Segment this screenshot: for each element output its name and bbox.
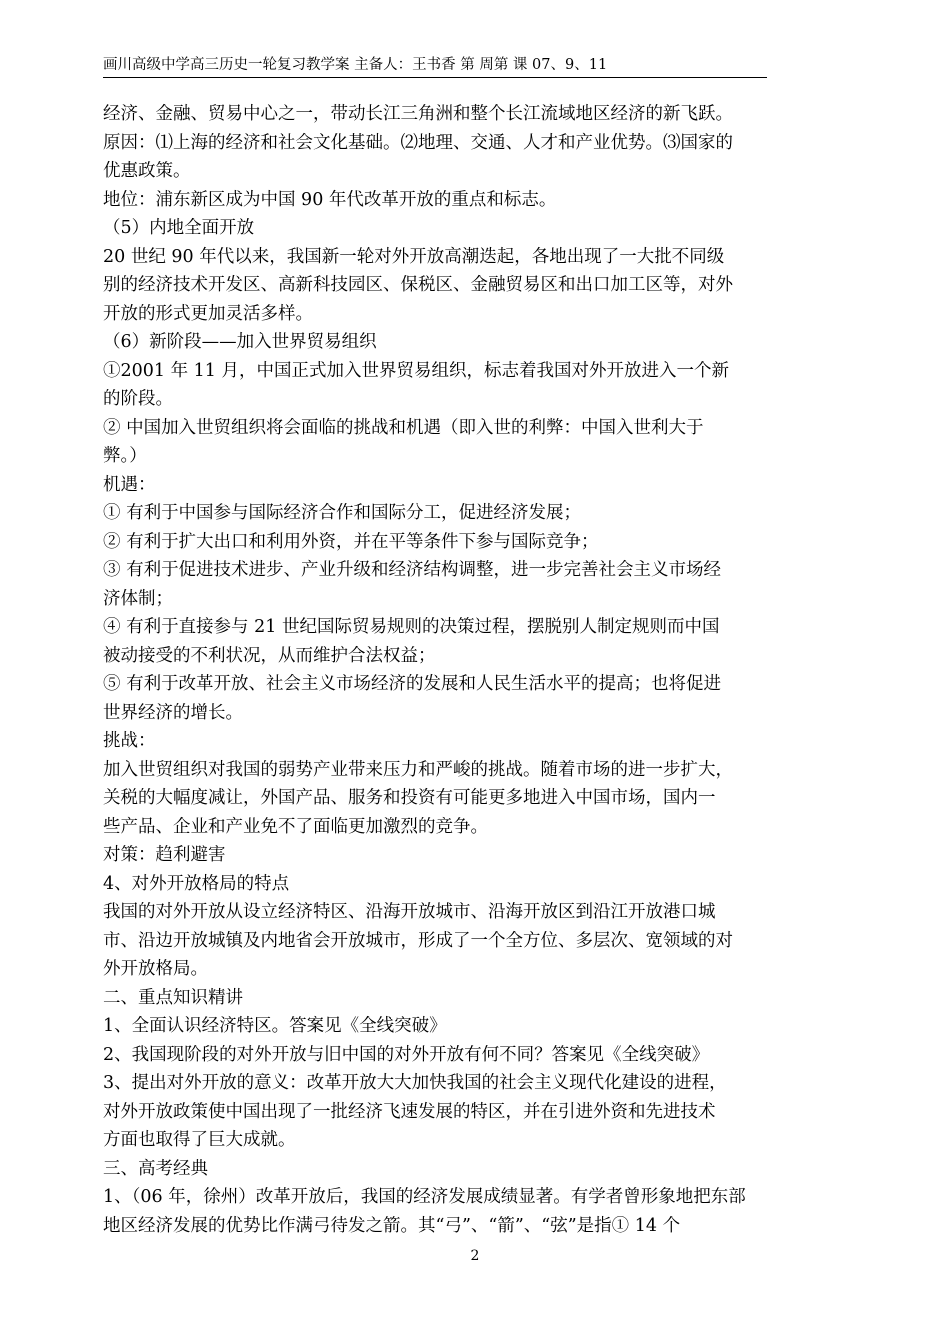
text-line: 原因：⑴上海的经济和社会文化基础。⑵地理、交通、人才和产业优势。⑶国家的 <box>103 132 733 153</box>
text-line: 对策：趋利避害 <box>103 845 226 865</box>
text-line: ①2001 年 11 月，中国正式加入世界贸易组织，标志着我国对外开放进入一个新 <box>103 360 729 381</box>
text-line: 地区经济发展的优势比作满弓待发之箭。其“弓”、“箭”、“弦”是指① 14 个 <box>103 1215 681 1236</box>
text-line: 3、提出对外开放的意义：改革开放大大加快我国的社会主义现代化建设的进程， <box>103 1073 727 1093</box>
text-line: 些产品、企业和产业免不了面临更加激烈的竞争。 <box>103 816 488 837</box>
text-line: ⑤ 有利于改革开放、社会主义市场经济的发展和人民生活水平的提高；也将促进 <box>103 674 722 694</box>
text-line: 济体制； <box>103 588 173 609</box>
text-line: 地位：浦东新区成为中国 90 年代改革开放的重点和标志。 <box>103 189 557 210</box>
text-line: 世界经济的增长。 <box>103 702 243 723</box>
text-line: 开放的形式更加灵活多样。 <box>103 303 313 324</box>
text-line: 4、对外开放格局的特点 <box>103 873 290 894</box>
text-line: 关税的大幅度减让，外国产品、服务和投资有可能更多地进入中国市场，国内一 <box>103 788 716 808</box>
text-line: 市、沿边开放城镇及内地省会开放城市，形成了一个全方位、多层次、宽领域的对 <box>103 930 733 951</box>
page-header: 画川高级中学高三历史一轮复习教学案 主备人：王书香 第 周第 课 07、9、11 <box>103 57 608 73</box>
text-line: ③ 有利于促进技术进步、产业升级和经济结构调整，进一步完善社会主义市场经 <box>103 560 722 580</box>
text-line: 外开放格局。 <box>103 959 208 979</box>
text-line: 别的经济技术开发区、高新科技园区、保税区、金融贸易区和出口加工区等，对外 <box>103 275 733 295</box>
text-line: 挑战： <box>103 731 156 751</box>
page-number: 2 <box>470 1248 480 1264</box>
text-line: 1、全面认识经济特区。答案见《全线突破》 <box>103 1016 447 1036</box>
text-line: 2、我国现阶段的对外开放与旧中国的对外开放有何不同？答案见《全线突破》 <box>103 1044 710 1065</box>
text-line: ① 有利于中国参与国际经济合作和国际分工，促进经济发展； <box>103 503 582 523</box>
text-line: 被动接受的不利状况，从而维护合法权益； <box>103 645 436 666</box>
text-line: （5）内地全面开放 <box>103 218 255 238</box>
text-line: 1、（06 年，徐州）改革开放后，我国的经济发展成绩显著。有学者曾形象地把东部 <box>103 1187 746 1207</box>
text-line: 弊。） <box>103 446 147 466</box>
text-line: 加入世贸组织对我国的弱势产业带来压力和严峻的挑战。随着市场的进一步扩大， <box>103 759 733 780</box>
text-line: 经济、金融、贸易中心之一，带动长江三角洲和整个长江流域地区经济的新飞跃。 <box>103 104 733 124</box>
text-line: 方面也取得了巨大成就。 <box>103 1130 296 1150</box>
text-line: 三、高考经典 <box>103 1158 208 1179</box>
text-line: 二、重点知识精讲 <box>103 987 243 1008</box>
text-line: （6）新阶段——加入世界贸易组织 <box>103 332 377 352</box>
text-line: 我国的对外开放从设立经济特区、沿海开放城市、沿海开放区到沿江开放港口城 <box>103 902 716 922</box>
text-line: 20 世纪 90 年代以来，我国新一轮对外开放高潮迭起，各地出现了一大批不同级 <box>103 246 725 267</box>
text-line: 优惠政策。 <box>103 161 191 181</box>
header-rule <box>103 77 767 78</box>
text-line: ② 中国加入世贸组织将会面临的挑战和机遇（即入世的利弊：中国入世利大于 <box>103 417 704 438</box>
document-body <box>103 100 767 1240</box>
text-line: 对外开放政策使中国出现了一批经济飞速发展的特区，并在引进外资和先进技术 <box>103 1101 716 1122</box>
text-line: ② 有利于扩大出口和利用外资，并在平等条件下参与国际竞争； <box>103 531 599 552</box>
text-line: 机遇： <box>103 474 156 495</box>
text-line: ④ 有利于直接参与 21 世纪国际贸易规则的决策过程，摆脱别人制定规则而中国 <box>103 617 720 637</box>
text-line: 的阶段。 <box>103 389 173 409</box>
